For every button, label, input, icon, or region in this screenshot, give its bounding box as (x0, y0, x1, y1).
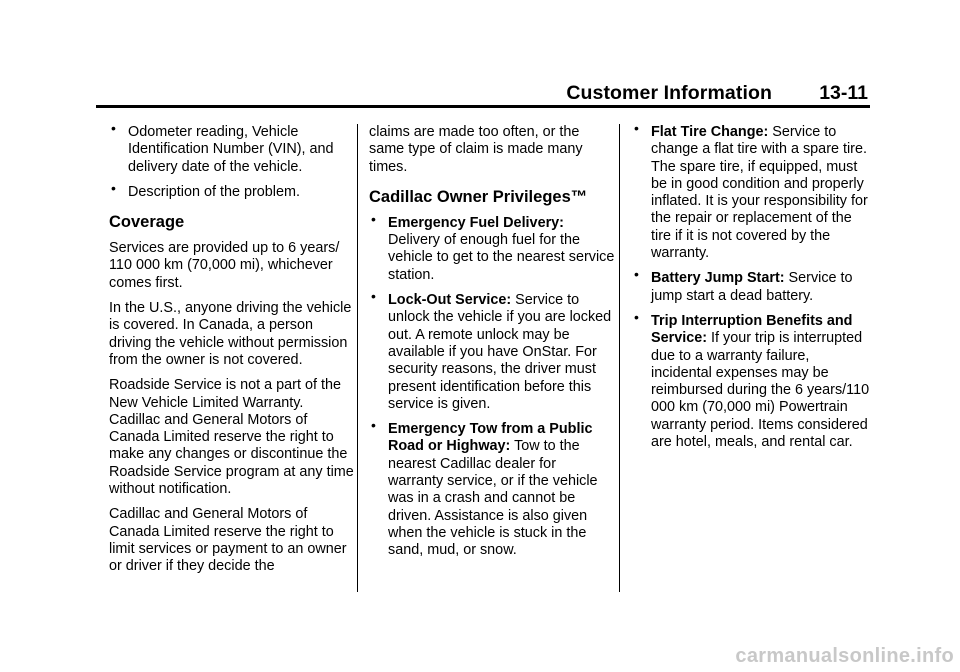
bullet-icon: • (371, 417, 376, 434)
bullet-icon: • (111, 179, 116, 196)
list-item (109, 179, 355, 201)
list-item-text: Service to unlock the vehicle if you are locked out. A remote unlock may be available if you have OnStar. For security reasons, the driver must present identification before this service is given. (388, 292, 612, 412)
list-item-text: Tow to the nearest Cadillac dealer for warranty service, or if the vehicle was in a crash and cannot be driven. Assistance is also given when the vehicle is stuck in the sand, mud, or snow. (388, 438, 598, 559)
paragraph: In the U.S., anyone driving the vehicle is covered. In Canada, a person driving the vehicle without permission from the owner is not covered. (109, 300, 352, 368)
page-header (96, 80, 870, 108)
list-item-label: Emergency Tow from a Public Road or Highway: (388, 421, 593, 455)
column-divider-2 (619, 124, 620, 592)
list-item-text: Odometer reading, Vehicle Identification Number (VIN), and delivery date of the vehicle. (128, 124, 334, 175)
column-2 (369, 124, 615, 568)
list-item (369, 417, 615, 559)
list-item-label: Battery Jump Start: (651, 270, 785, 287)
column-3 (632, 120, 870, 459)
list-item-text: Delivery of enough fuel for the vehicle to get to the nearest service station. (388, 232, 615, 283)
page-title: Customer Information (566, 82, 772, 104)
list-item-text: If your trip is interrupted due to a warranty failure, incidental expenses may be reimbursed during the 6 years/110 000 km (70,000 mi) Powertrain warranty period. Items considered are hotel, meals, and rental car. (651, 330, 870, 451)
list-item-text: Service to change a flat tire with a spare tire. The spare tire, if equipped, must be in good condition and properly inflated. It is your responsibility for the repair or replacement of the tire if it is not covered by the warranty. (651, 124, 868, 262)
list-item-label: Trip Interruption Benefits and Service: (651, 312, 853, 347)
list-item-text: Service to jump start a dead battery. (651, 270, 853, 304)
bullet-icon: • (371, 288, 376, 305)
bullet-icon: • (371, 210, 376, 227)
list-item-label: Flat Tire Change: (651, 124, 769, 140)
paragraph: Services are provided up to 6 years/ 110 000 km (70,000 mi), whichever comes first. (109, 240, 340, 291)
list-item (369, 210, 615, 284)
list-item (632, 308, 870, 451)
list-item (369, 288, 615, 413)
bullet-icon: • (634, 308, 639, 325)
list-item (632, 120, 870, 262)
bullet-icon: • (634, 120, 639, 136)
page-number: 13-11 (819, 82, 868, 104)
bullet-icon: • (634, 266, 639, 283)
column-divider-1 (357, 124, 358, 592)
column-1 (109, 120, 355, 584)
paragraph: Roadside Service is not a part of the New Vehicle Limited Warranty. Cadillac and General Motors of Canada Limited reserve the right to make any changes or discontinue the Roadside Service program at any time without notification. (109, 377, 354, 498)
paragraph: Cadillac and General Motors of Canada Limited reserve the right to limit services or payment to an owner or driver if they decide the (109, 506, 347, 575)
list-item (109, 120, 355, 176)
list-item (632, 266, 870, 305)
list-item-label: Lock-Out Service: (388, 292, 512, 309)
list-item-label: Emergency Fuel Delivery: (388, 214, 564, 231)
watermark: carmanualsonline.info (735, 645, 954, 667)
section-heading-owner-privileges: Cadillac Owner Privileges™ (369, 187, 588, 206)
list-item-text: Description of the problem. (128, 183, 300, 200)
section-heading-coverage: Coverage (109, 213, 185, 232)
paragraph-continued: claims are made too often, or the same type of claim is made many times. (369, 124, 583, 175)
bullet-icon: • (111, 120, 116, 136)
